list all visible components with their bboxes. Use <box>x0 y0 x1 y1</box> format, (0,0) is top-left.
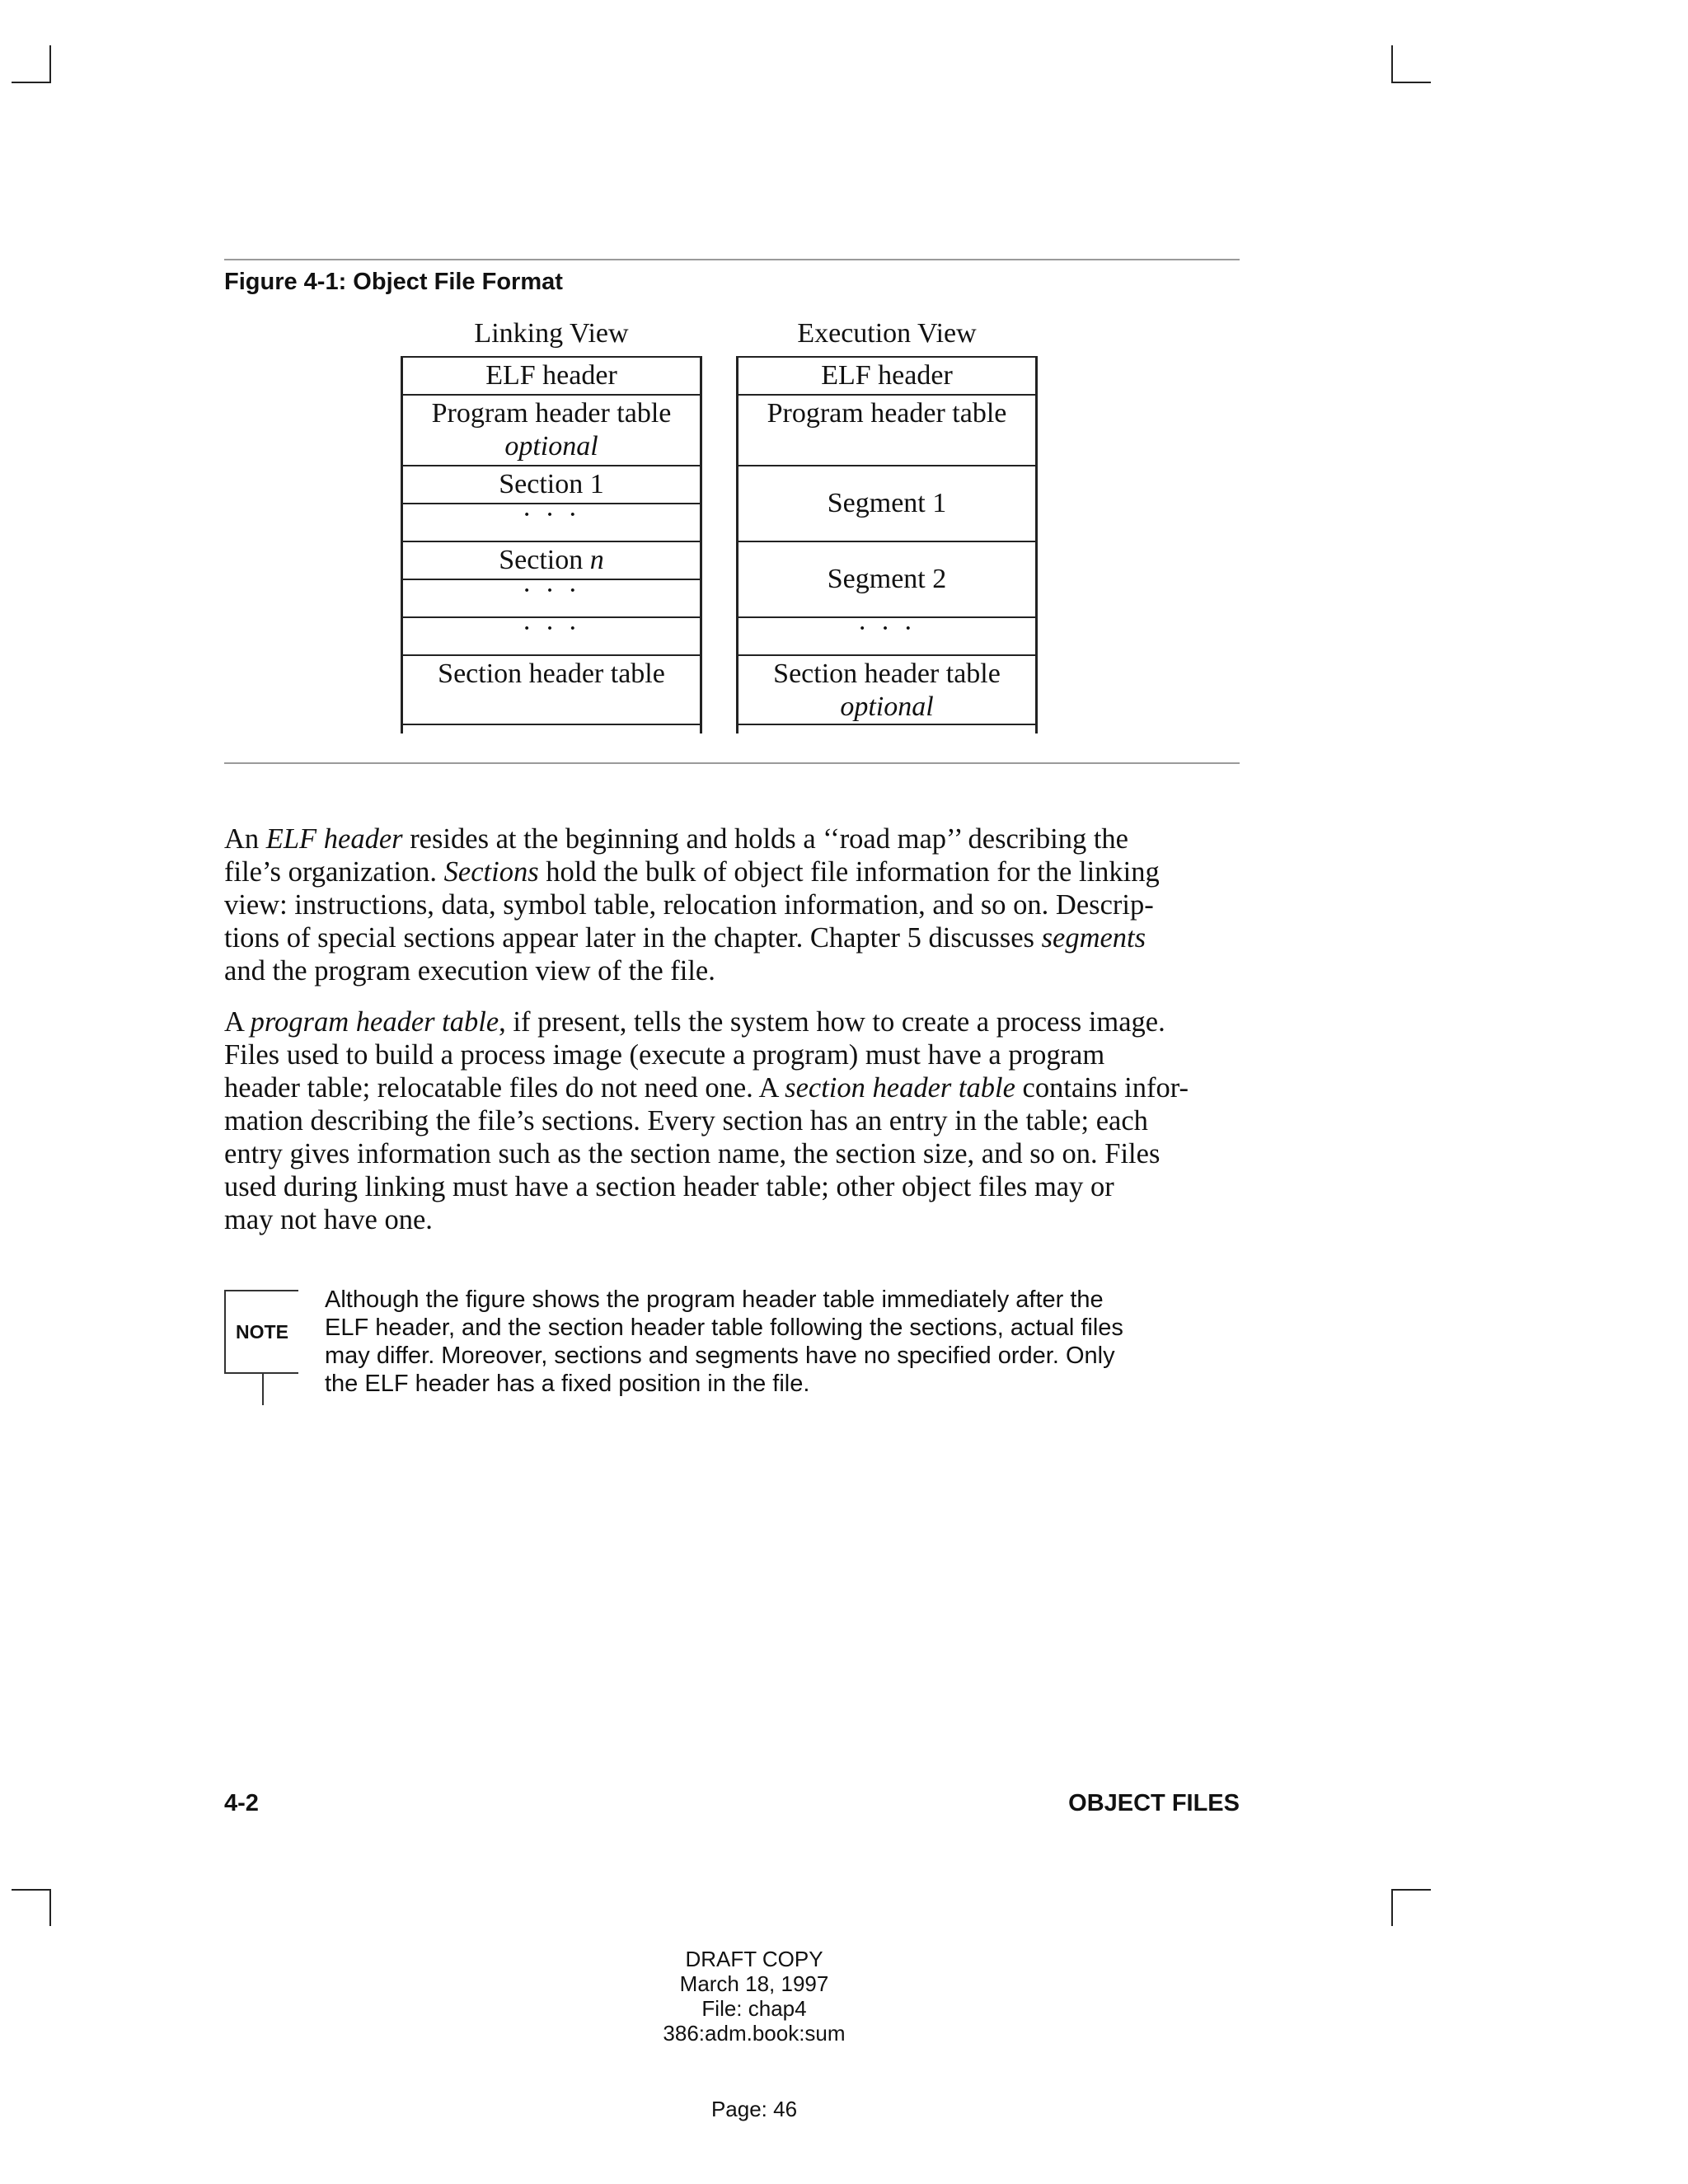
para2-line-4: mation describing the file’s sections. Every section has an entry in the table; each <box>224 1105 1148 1137</box>
figure-top-rule <box>224 259 1240 260</box>
execution-sht-optional-label: optional <box>840 691 934 722</box>
linking-section-n-cell <box>403 541 700 579</box>
linking-elf-header-label: ELF header <box>485 360 617 391</box>
paragraph-1 <box>224 823 1246 987</box>
note-text <box>325 1286 1248 1398</box>
term-sections: Sections <box>443 856 539 888</box>
term-elf-header: ELF header <box>265 823 403 855</box>
linking-section-1-cell <box>403 465 700 503</box>
linking-pht-optional-label: optional <box>504 431 598 462</box>
para2-line-2: Files used to build a process image (execute a program) must have a program <box>224 1039 1105 1071</box>
crop-mark-bottom-left-v <box>49 1889 51 1926</box>
draft-line-2: March 18, 1997 <box>679 1971 829 1996</box>
execution-dots-cell <box>738 613 1035 654</box>
para2-line-1: A program header table, if present, tells the system how to create a process image. <box>224 1006 1165 1038</box>
para2-line-7: may not have one. <box>224 1204 433 1235</box>
linking-dots-cell-3 <box>403 613 700 654</box>
linking-dots-cell-1 <box>403 499 700 541</box>
footer-page-number: 4-2 <box>224 1790 259 1816</box>
para1-line-4: tions of special sections appear later in the chapter. Chapter 5 discusses segments <box>224 922 1146 954</box>
paragraph-2 <box>224 1005 1246 1236</box>
para2-line-6: used during linking must have a section header table; other object files may or <box>224 1171 1114 1202</box>
note-line-3: may differ. Moreover, sections and segments have no specified order. Only <box>325 1343 1115 1369</box>
draft-copy-block <box>577 1947 931 2046</box>
execution-segment-2-label: Segment 2 <box>827 564 947 594</box>
linking-dots-1: · · · <box>522 499 581 530</box>
term-segments: segments <box>1041 922 1146 954</box>
execution-program-header-table-cell <box>738 394 1035 465</box>
linking-dots-3: · · · <box>522 613 581 644</box>
para2-line-3: header table; relocatable files do not need one. A section header table contains infor- <box>224 1072 1189 1104</box>
footer-chapter-title: OBJECT FILES <box>1068 1790 1240 1816</box>
execution-view-diagram <box>736 356 1038 733</box>
figure-title: Figure 4-1: Object File Format <box>224 269 563 295</box>
crop-mark-top-right-v <box>1391 45 1393 82</box>
execution-segment-1-label: Segment 1 <box>827 488 947 518</box>
execution-sht-label: Section header table <box>773 658 1001 689</box>
execution-dots: · · · <box>857 613 917 644</box>
term-section-header-table: section header table <box>785 1072 1015 1104</box>
draft-line-3: File: chap4 <box>701 1996 807 2021</box>
execution-pht-label: Program header table <box>767 398 1007 429</box>
term-program-header-table: program header table <box>250 1006 499 1038</box>
linking-dots-cell-2 <box>403 575 700 616</box>
crop-mark-top-right-h <box>1391 82 1431 83</box>
linking-elf-header-cell <box>403 356 700 394</box>
linking-section-1-label: Section 1 <box>499 469 604 499</box>
crop-mark-bottom-right-v <box>1391 1889 1393 1926</box>
crop-mark-bottom-left-h <box>12 1889 51 1891</box>
linking-view-diagram <box>401 356 702 733</box>
para1-line-2: file’s organization. Sections hold the bulk of object file information for the linking <box>224 856 1160 888</box>
para1-line-3: view: instructions, data, symbol table, relocation information, and so on. Descrip- <box>224 889 1154 921</box>
linking-view-title: Linking View <box>474 318 629 349</box>
note-line-2: ELF header, and the section header table following the sections, actual files <box>325 1315 1123 1341</box>
execution-elf-header-label: ELF header <box>821 360 953 391</box>
execution-elf-header-cell <box>738 356 1035 394</box>
linking-program-header-table-cell <box>403 394 700 465</box>
para2-line-5: entry gives information such as the section name, the section size, and so on. Files <box>224 1138 1160 1169</box>
linking-pht-label: Program header table <box>431 398 672 429</box>
note-label: NOTE <box>236 1320 288 1343</box>
linking-sht-label: Section header table <box>438 658 665 689</box>
draft-line-4: 386:adm.book:sum <box>663 2021 846 2046</box>
linking-section-n-italic: n <box>589 545 604 575</box>
crop-mark-top-left-h <box>12 82 51 83</box>
crop-mark-top-left-v <box>49 45 51 82</box>
draft-page-number: Page: 46 <box>710 2097 798 2121</box>
execution-view-title: Execution View <box>797 318 977 349</box>
note-box-stem <box>262 1374 264 1405</box>
para1-line-5: and the program execution view of the file. <box>224 955 715 987</box>
draft-line-1: DRAFT COPY <box>685 1947 823 1971</box>
execution-segment-1-cell <box>738 465 1035 541</box>
note-label-box <box>224 1290 298 1374</box>
figure-bottom-rule <box>224 762 1240 764</box>
linking-dots-2: · · · <box>522 575 581 606</box>
execution-section-header-table-cell <box>738 654 1035 725</box>
crop-mark-bottom-right-h <box>1391 1889 1431 1891</box>
note-line-4: the ELF header has a fixed position in the file. <box>325 1371 810 1397</box>
para1-line-1: An ELF header resides at the beginning and holds a ‘‘road map’’ describing the <box>224 823 1128 855</box>
linking-section-header-table-cell <box>403 654 700 725</box>
note-line-1: Although the figure shows the program header table immediately after the <box>325 1286 1104 1313</box>
execution-segment-2-cell <box>738 541 1035 616</box>
linking-section-n-prefix: Section <box>499 545 590 575</box>
